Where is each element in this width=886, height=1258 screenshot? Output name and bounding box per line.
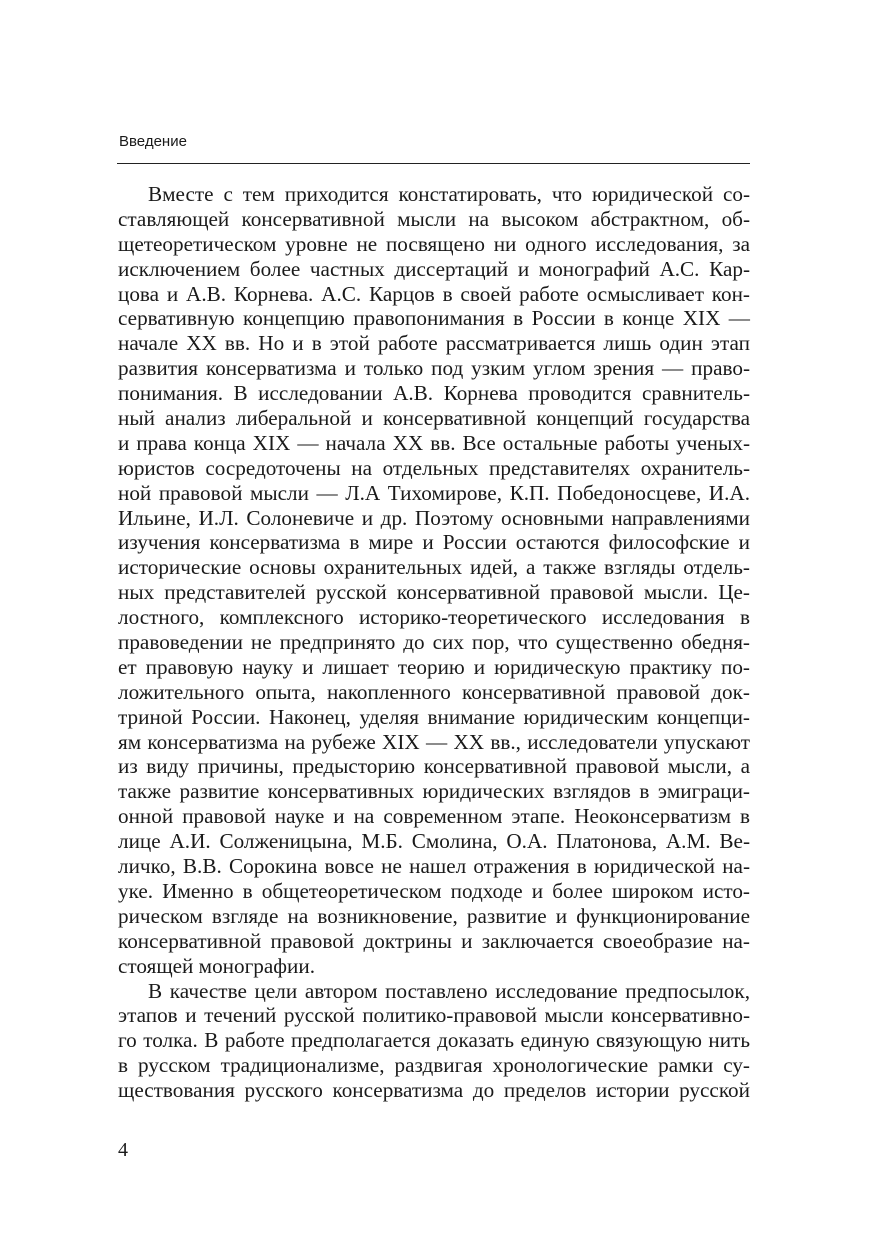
text-line: этапов и течений русской политико-правовой мысли консервативно- [118, 1003, 750, 1028]
text-line: ный анализ либеральной и консервативной концепций государства [118, 406, 750, 431]
body-text [118, 182, 750, 1103]
text-line: триной России. Наконец, уделяя внимание юридическим концепци- [118, 704, 750, 729]
text-line: цова и А.В. Корнева. А.С. Карцов в своей работе осмысливает кон- [118, 281, 750, 306]
text-line: ных представителей русской консервативной правовой мысли. Це- [118, 580, 750, 605]
text-line: щетеоретическом уровне не посвящено ни одного исследования, за [118, 231, 750, 256]
page-number: 4 [118, 1139, 128, 1161]
paragraph [118, 182, 750, 979]
text-line: онной правовой науке и на современном этапе. Неоконсерватизм в [118, 804, 750, 829]
text-line: консервативной правовой доктрины и заключается своеобразие на- [118, 928, 750, 953]
text-line: также развитие консервативных юридических взглядов в эмиграци- [118, 779, 750, 804]
header-rule [117, 163, 750, 164]
text-line: В качестве цели автором поставлено исследование предпосылок, [148, 978, 750, 1003]
text-line: Вместе с тем приходится констатировать, что юридической со- [148, 182, 750, 206]
text-line: в русском традиционализме, раздвигая хронологические рамки су- [118, 1053, 750, 1078]
text-line: ложительного опыта, накопленного консервативной правовой док- [118, 679, 750, 704]
text-line: развития консерватизма и только под узким углом зрения — право- [118, 356, 750, 381]
text-line: лостного, комплексного историко-теоретического исследования в [118, 605, 750, 630]
text-line: юристов сосредоточены на отдельных представителях охранитель- [118, 455, 750, 480]
text-line: сервативную концепцию правопонимания в России в конце XIX — [118, 306, 750, 331]
text-line: ществования русского консерватизма до пределов истории русской [118, 1078, 750, 1103]
text-line: личко, В.В. Сорокина вовсе не нашел отражения в юридической на- [118, 854, 750, 879]
text-line: понимания. В исследовании А.В. Корнева проводится сравнитель- [118, 381, 750, 406]
text-line: и права конца XIX — начала XX вв. Все остальные работы ученых- [118, 430, 750, 455]
text-line: ной правовой мысли — Л.А Тихомирове, К.П. Победоносцеве, И.А. [118, 480, 750, 505]
text-line: рическом взгляде на возникновение, развитие и функционирование [118, 903, 750, 928]
text-line: правоведении не предпринято до сих пор, что существенно обедня- [118, 630, 750, 655]
text-line: уке. Именно в общетеоретическом подходе и более широком исто- [118, 878, 750, 903]
text-line: ям консерватизма на рубеже XIX — XX вв., исследователи упускают [118, 729, 750, 754]
text-line: исторические основы охранительных идей, а также взгляды отдель- [118, 555, 750, 580]
text-line: ет правовую науку и лишает теорию и юридическую практику по- [118, 654, 750, 679]
running-head: Введение [119, 133, 187, 150]
text-line: стоящей монографии. [118, 953, 315, 978]
text-line: изучения консерватизма в мире и России остаются философские и [118, 530, 750, 555]
text-line: ставляющей консервативной мысли на высоком абстрактном, об- [118, 206, 750, 231]
text-line: Ильине, И.Л. Солоневиче и др. Поэтому основными направлениями [118, 505, 750, 530]
text-line: го толка. В работе предполагается доказать единую связующую нить [118, 1028, 750, 1053]
text-line: из виду причины, предысторию консервативной правовой мысли, а [118, 754, 750, 779]
paragraph [118, 979, 750, 1103]
text-line: исключением более частных диссертаций и монографий А.С. Кар- [118, 256, 750, 281]
text-line: лице А.И. Солженицына, М.Б. Смолина, О.А. Платонова, А.М. Ве- [118, 829, 750, 854]
text-line: начале XX вв. Но и в этой работе рассматривается лишь один этап [118, 331, 750, 356]
